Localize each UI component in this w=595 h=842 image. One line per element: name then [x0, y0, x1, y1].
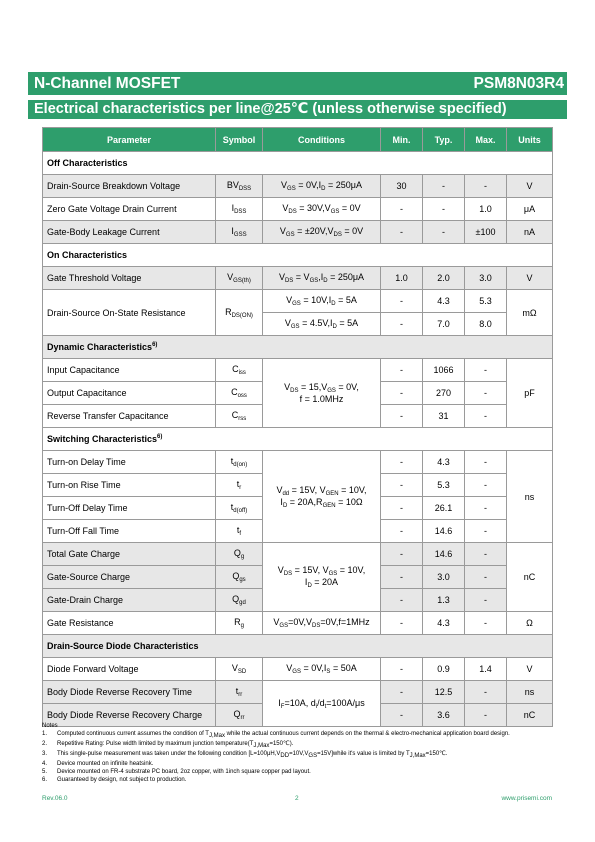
min-cell: -	[381, 451, 423, 474]
typ-cell: 1.3	[423, 589, 465, 612]
col-header: Typ.	[423, 128, 465, 152]
max-cell: 8.0	[465, 313, 507, 336]
max-cell: -	[465, 451, 507, 474]
max-cell: -	[465, 704, 507, 727]
typ-cell: 4.3	[423, 290, 465, 313]
param-cell: Turn-on Rise Time	[43, 474, 216, 497]
condition-cell: $V_{DS} = 30V,V_{GS} = 0V$	[263, 198, 381, 221]
notes-title: Notes	[42, 723, 58, 729]
min-cell: -	[381, 359, 423, 382]
note-item: 3. This single-pulse measurement was taken under the following condition $[L=100\mu H,V_{DD}=10V,V_{GS}=15V]while$ it's value is limited by $T_{J,Max}=150℃$.	[42, 751, 448, 759]
min-cell: 30	[381, 175, 423, 198]
typ-cell: 14.6	[423, 543, 465, 566]
revision-label: Rev.06.0	[42, 795, 68, 802]
param-cell: Body Diode Reverse Recovery Time	[43, 681, 216, 704]
param-cell: Total Gate Charge	[43, 543, 216, 566]
min-cell: -	[381, 566, 423, 589]
symbol-cell: $R_{DS(ON)}$	[216, 290, 263, 336]
symbol-cell: $C_{iss}$	[216, 359, 263, 382]
col-header: Units	[507, 128, 553, 152]
param-cell: Drain-Source On-State Resistance	[43, 290, 216, 336]
condition-cell: $V_{GS}=0V,V_{DS}=0V,f=1MHz$	[263, 612, 381, 635]
notes-block	[42, 722, 557, 784]
typ-cell: 26.1	[423, 497, 465, 520]
min-cell: -	[381, 658, 423, 681]
symbol-cell: $C_{rss}$	[216, 405, 263, 428]
condition-cell: $V_{GS} = 0V,I_D = 250\mu A$	[263, 175, 381, 198]
min-cell: -	[381, 405, 423, 428]
unit-cell: nC	[507, 543, 553, 612]
typ-cell: 4.3	[423, 451, 465, 474]
condition-cell: $V_{GS} = 10V,I_D = 5A$	[263, 290, 381, 313]
typ-cell: 0.9	[423, 658, 465, 681]
typ-cell: 2.0	[423, 267, 465, 290]
max-cell: -	[465, 405, 507, 428]
typ-cell: 12.5	[423, 681, 465, 704]
note-item: 4. Device mounted on infinite heatsink.	[42, 761, 154, 767]
symbol-cell: $t_{d(on)}$	[216, 451, 263, 474]
max-cell: -	[465, 175, 507, 198]
section-row	[43, 336, 553, 359]
col-header: Conditions	[263, 128, 381, 152]
unit-cell: mΩ	[507, 290, 553, 336]
typ-cell: 14.6	[423, 520, 465, 543]
max-cell: 1.4	[465, 658, 507, 681]
min-cell: -	[381, 612, 423, 635]
section-row	[43, 152, 553, 175]
table-row	[43, 543, 553, 566]
max-cell: -	[465, 520, 507, 543]
min-cell: -	[381, 290, 423, 313]
unit-cell: ns	[507, 451, 553, 543]
param-cell: Output Capacitance	[43, 382, 216, 405]
condition-cell: $V_{DS} = V_{GS},I_D = 250\mu A$	[263, 267, 381, 290]
symbol-cell: $C_{oss}$	[216, 382, 263, 405]
max-cell: -	[465, 543, 507, 566]
symbol-cell: $BV_{DSS}$	[216, 175, 263, 198]
symbol-cell: $I_{DSS}$	[216, 198, 263, 221]
section-row	[43, 635, 553, 658]
param-cell: Reverse Transfer Capacitance	[43, 405, 216, 428]
param-cell: Gate-Source Charge	[43, 566, 216, 589]
param-cell: Diode Forward Voltage	[43, 658, 216, 681]
typ-cell: -	[423, 221, 465, 244]
max-cell: 1.0	[465, 198, 507, 221]
section-label: Off Characteristics	[43, 152, 553, 175]
typ-cell: 3.0	[423, 566, 465, 589]
typ-cell: -	[423, 198, 465, 221]
title-bar	[28, 72, 567, 95]
note-item: 6. Guaranteed by design, not subject to production.	[42, 777, 187, 783]
section-label: Dynamic Characteristics$^{6)}$	[43, 336, 553, 359]
param-cell: Drain-Source Breakdown Voltage	[43, 175, 216, 198]
condition-cell: $V_{GS} = 4.5V,I_D = 5A$	[263, 313, 381, 336]
col-header: Min.	[381, 128, 423, 152]
page-number: 2	[295, 795, 299, 802]
symbol-cell: $t_r$	[216, 474, 263, 497]
typ-cell: 1066	[423, 359, 465, 382]
table-row	[43, 267, 553, 290]
param-cell: Gate-Drain Charge	[43, 589, 216, 612]
min-cell: -	[381, 589, 423, 612]
symbol-cell: $V_{SD}$	[216, 658, 263, 681]
section-row	[43, 244, 553, 267]
device-type: N-Channel MOSFET	[34, 75, 181, 92]
website-link[interactable]: www.prisemi.com	[501, 795, 552, 802]
min-cell: -	[381, 474, 423, 497]
symbol-cell: $t_f$	[216, 520, 263, 543]
typ-cell: 270	[423, 382, 465, 405]
table-header-row	[43, 128, 553, 152]
min-cell: 1.0	[381, 267, 423, 290]
max-cell: -	[465, 474, 507, 497]
electrical-characteristics-table	[42, 127, 553, 727]
condition-cell: $V_{GS} = 0V,I_S = 50A$	[263, 658, 381, 681]
min-cell: -	[381, 198, 423, 221]
symbol-cell: $V_{GS(th)}$	[216, 267, 263, 290]
section-label: On Characteristics	[43, 244, 553, 267]
param-cell: Input Capacitance	[43, 359, 216, 382]
max-cell: -	[465, 497, 507, 520]
section-label: Switching Characteristics$^{6)}$	[43, 428, 553, 451]
max-cell: -	[465, 359, 507, 382]
note-item: 2. Repetitive Rating: Pulse width limited by maximum junction $temperature(T_{J,Max}=150℃)$.	[42, 741, 294, 749]
symbol-cell: $R_g$	[216, 612, 263, 635]
min-cell: -	[381, 221, 423, 244]
param-cell: Turn-on Delay Time	[43, 451, 216, 474]
condition-cell: $V_{DS} = 15,V_{GS} = 0V$, f = 1.0MHz	[263, 359, 381, 428]
condition-cell: $V_{DS} = 15V$, $V_{GS} = 10V$, $I_D = 20A$	[263, 543, 381, 612]
col-header: Parameter	[43, 128, 216, 152]
condition-cell: $V_{GS} = \pm 20V,V_{DS} = 0V$	[263, 221, 381, 244]
min-cell: -	[381, 382, 423, 405]
max-cell: -	[465, 382, 507, 405]
min-cell: -	[381, 313, 423, 336]
param-cell: Gate-Body Leakage Current	[43, 221, 216, 244]
unit-cell: V	[507, 267, 553, 290]
typ-cell: -	[423, 175, 465, 198]
param-cell: Gate Resistance	[43, 612, 216, 635]
unit-cell: nC	[507, 704, 553, 727]
table-row	[43, 451, 553, 474]
min-cell: -	[381, 520, 423, 543]
unit-cell: V	[507, 658, 553, 681]
note-item: 1. Computed continuous current assumes the condition of $T_{J,Max}$ while the actual continuous current depends on the thermal & electro-mechanical application board design.	[42, 731, 510, 739]
min-cell: -	[381, 704, 423, 727]
max-cell: 3.0	[465, 267, 507, 290]
symbol-cell: $Q_g$	[216, 543, 263, 566]
section-bar	[28, 100, 567, 119]
min-cell: -	[381, 543, 423, 566]
param-cell: Turn-Off Fall Time	[43, 520, 216, 543]
max-cell: -	[465, 566, 507, 589]
unit-cell: Ω	[507, 612, 553, 635]
symbol-cell: $t_{d(off)}$	[216, 497, 263, 520]
table-row	[43, 221, 553, 244]
table-row	[43, 175, 553, 198]
col-header: Max.	[465, 128, 507, 152]
table-row	[43, 290, 553, 313]
table-row	[43, 198, 553, 221]
unit-cell: pF	[507, 359, 553, 428]
note-item: 5. Device mounted on FR-4 substrate PC board, 2oz copper, with 1inch square copper pad layout.	[42, 769, 311, 775]
part-number: PSM8N03R4	[473, 75, 564, 92]
section-label: Drain-Source Diode Characteristics	[43, 635, 553, 658]
section-row	[43, 428, 553, 451]
symbol-cell: $Q_{gd}$	[216, 589, 263, 612]
symbol-cell: $t_{rr}$	[216, 681, 263, 704]
min-cell: -	[381, 497, 423, 520]
max-cell: -	[465, 681, 507, 704]
max-cell: 5.3	[465, 290, 507, 313]
unit-cell: nA	[507, 221, 553, 244]
typ-cell: 31	[423, 405, 465, 428]
table-row	[43, 612, 553, 635]
condition-cell: $I_F=10A$, $d_i/d_t=100A/\mu s$	[263, 681, 381, 727]
max-cell: -	[465, 612, 507, 635]
typ-cell: 4.3	[423, 612, 465, 635]
table-row	[43, 681, 553, 704]
param-cell: Turn-Off Delay Time	[43, 497, 216, 520]
unit-cell: μA	[507, 198, 553, 221]
table-row	[43, 359, 553, 382]
symbol-cell: $Q_{rr}$	[216, 704, 263, 727]
param-cell: Body Diode Reverse Recovery Charge	[43, 704, 216, 727]
param-cell: Gate Threshold Voltage	[43, 267, 216, 290]
col-header: Symbol	[216, 128, 263, 152]
typ-cell: 5.3	[423, 474, 465, 497]
unit-cell: ns	[507, 681, 553, 704]
unit-cell: V	[507, 175, 553, 198]
symbol-cell: $I_{GSS}$	[216, 221, 263, 244]
table-row	[43, 658, 553, 681]
section-title: Electrical characteristics per line@25℃ (unless otherwise specified)	[34, 101, 507, 117]
typ-cell: 3.6	[423, 704, 465, 727]
typ-cell: 7.0	[423, 313, 465, 336]
min-cell: -	[381, 681, 423, 704]
max-cell: ±100	[465, 221, 507, 244]
param-cell: Zero Gate Voltage Drain Current	[43, 198, 216, 221]
symbol-cell: $Q_{gs}$	[216, 566, 263, 589]
condition-cell: $V_{dd} = 15V$, $V_{GEN} = 10V$, $I_D = 20A,R_{GEN} = 10\Omega$	[263, 451, 381, 543]
max-cell: -	[465, 589, 507, 612]
